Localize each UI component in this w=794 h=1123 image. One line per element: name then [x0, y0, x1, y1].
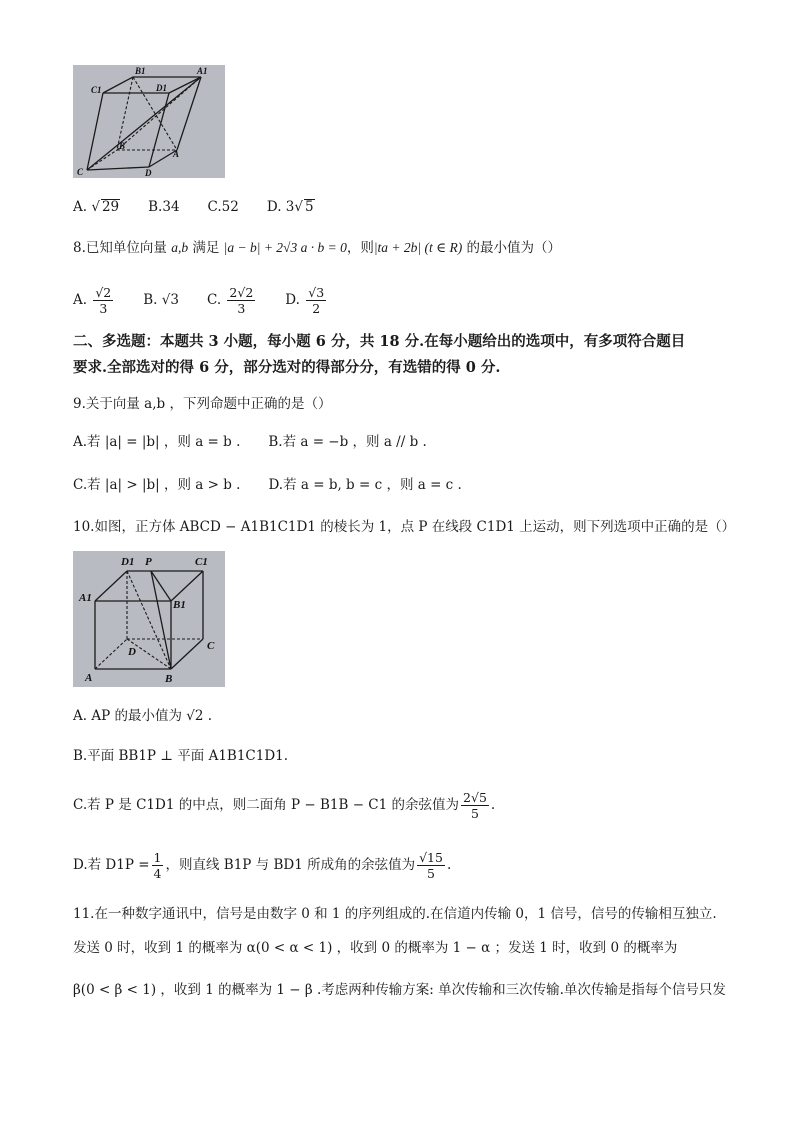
- q11-line1: 11.在一种数字通讯中，信号是由数字 0 和 1 的序列组成的.在信道内传输 0，1 信号，信号的传输相互独立.: [73, 906, 717, 922]
- q9-stem: 9.关于向量 a,b ，下列命题中正确的是（）: [73, 396, 332, 412]
- q10-option-b[interactable]: B.平面 BB1P ⊥ 平面 A1B1C1D1.: [73, 748, 289, 764]
- q10-label-d: D: [128, 646, 136, 658]
- q11-line3: β(0 < β < 1) ，收到 1 的概率为 1 − β .考虑两种传输方案: 单次传输和三次传输.单次传输是指每个信号只发: [73, 982, 726, 998]
- q10-label-c1: C1: [195, 556, 208, 568]
- q8-option-d[interactable]: D. $\frac{√3}{2}$: [285, 284, 325, 316]
- q7-label-b: B: [119, 141, 126, 151]
- q10-label-b: B: [165, 673, 173, 685]
- q10-option-d[interactable]: D.若 D1P = $\frac{1}{4}$ ，则直线 B1P 与 BD1 所成角的余弦值为 $\frac{√15}{5}$ .: [73, 849, 452, 881]
- q10-option-a[interactable]: A. AP 的最小值为 √2 .: [73, 708, 213, 724]
- q10-label-b1: B1: [173, 599, 186, 611]
- q7-label-c1: C1: [91, 85, 102, 95]
- q10-option-c[interactable]: C.若 P 是 C1D1 的中点，则二面角 P − B1B − C1 的余弦值为 $\frac{2√5}{5}$ .: [73, 789, 496, 821]
- q9-options-row1: [73, 432, 455, 452]
- q7-label-d: D: [145, 168, 152, 178]
- q8-options: [73, 282, 356, 318]
- q10-figure: [73, 551, 225, 687]
- section-2-heading-line1: 二、多选题：本题共 3 小题，每小题 6 分，共 18 分.在每小题给出的选项中，有多项符合题目: [73, 333, 686, 350]
- q9-option-b[interactable]: B.若 a = −b ，则 a // b .: [268, 434, 427, 450]
- q7-label-b1: B1: [135, 66, 146, 76]
- q7-figure: [73, 65, 225, 178]
- q7-label-a: A: [173, 149, 180, 159]
- q10-label-a: A: [85, 672, 93, 684]
- q10-label-p: P: [145, 556, 152, 568]
- q7-option-d[interactable]: D. 3√ 5: [266, 199, 314, 215]
- q7-label-a1: A1: [197, 66, 208, 76]
- q8-option-b[interactable]: B. √3: [143, 292, 179, 308]
- q10-label-c: C: [207, 640, 215, 652]
- q9-options-row2: [73, 475, 490, 495]
- q8-option-c[interactable]: C. $\frac{2√2}{3}$: [206, 284, 254, 316]
- q10-label-a1: A1: [79, 592, 92, 604]
- q8-option-a[interactable]: A. $\frac{√2}{3}$: [73, 284, 112, 316]
- q9-option-c[interactable]: C.若 |a| > |b| ，则 a > b .: [73, 477, 241, 493]
- q7-label-c: C: [77, 167, 84, 177]
- q10-label-d1: D1: [121, 556, 135, 568]
- q7-option-b[interactable]: B.34: [148, 199, 180, 215]
- section-2-heading-line2: 要求.全部选对的得 6 分，部分选对的得部分分，有选错的得 0 分.: [73, 359, 501, 376]
- q7-label-d1: D1: [156, 83, 167, 93]
- q10-stem: 10.如图，正方体 ABCD − A1B1C1D1 的棱长为 1，点 P 在线段 C1D1 上运动，则下列选项中正确的是（）: [73, 519, 736, 535]
- q7-option-a[interactable]: A. √ 29: [73, 199, 120, 215]
- q7-options: [73, 197, 343, 217]
- q7-option-c[interactable]: C.52: [207, 199, 239, 215]
- sqrt-symbol: √: [91, 199, 100, 215]
- q9-option-a[interactable]: A.若 |a| = |b| ，则 a = b .: [73, 434, 241, 450]
- sqrt-symbol: √: [294, 199, 303, 215]
- q11-line2: 发送 0 时，收到 1 的概率为 α(0 < α < 1) ，收到 0 的概率为 1 − α ；发送 1 时，收到 0 的概率为: [73, 940, 678, 956]
- q8-stem: 8.已知单位向量 a,b 满足 |a − b| + 2√3 a · b = 0，则|ta + 2b| (t ∈ R) 的最小值为（）: [73, 240, 562, 256]
- q9-option-d[interactable]: D.若 a = b, b = c ，则 a = c .: [268, 477, 462, 493]
